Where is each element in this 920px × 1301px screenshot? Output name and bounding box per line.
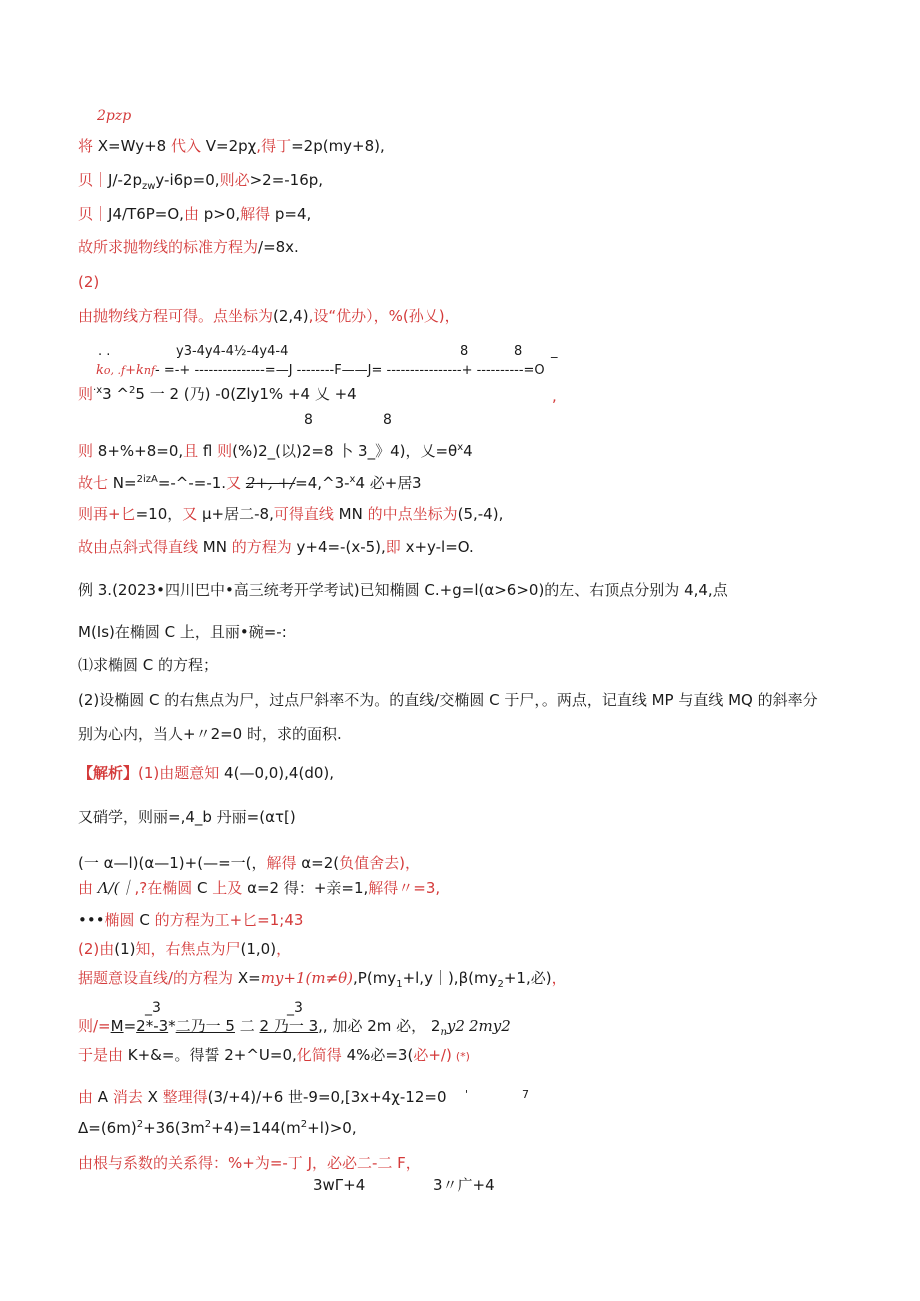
math-expression: 2+, +/ xyxy=(245,474,296,492)
math-expression: 8+%+8=0, xyxy=(97,442,184,460)
numerator: 8 xyxy=(514,344,523,359)
math-expression: 5 一 2 (乃) -0(Zly1% +4 乂 +4 xyxy=(135,385,357,403)
subscript: nf xyxy=(143,364,156,377)
math-expression: +4)=144(m xyxy=(211,1119,301,1137)
math-expression: 4 必+居 xyxy=(355,474,413,492)
math-expression: my+1(m≠θ) xyxy=(260,969,354,987)
math-expression: M xyxy=(110,1017,124,1035)
fraction-bars: - =-+ ---------------=—J --------F——J= ----------------+ ----------=O xyxy=(155,363,545,378)
text-segment: 则必 xyxy=(219,171,250,189)
math-expression: =4,^3- xyxy=(295,474,350,492)
math-expression: p=4, xyxy=(274,205,312,223)
text-segment: 则/= xyxy=(78,1017,111,1035)
text-segment: ,?在椭圆 xyxy=(134,879,198,897)
math-expression: J4∕T6P=O, xyxy=(108,205,184,223)
equation-tag: (*) xyxy=(455,1050,470,1063)
math-expression: ,P(my xyxy=(353,969,397,987)
math-expression: 4%必=3( xyxy=(346,1046,414,1064)
dots: . . xyxy=(98,344,111,359)
math-expression: =10， xyxy=(135,505,183,523)
math-expression: +l)>0, xyxy=(307,1119,357,1137)
solution-line xyxy=(78,968,567,988)
math-expression: =-^-=-1. xyxy=(157,474,227,492)
superscript: 2 xyxy=(300,1119,308,1130)
text-segment: 则 xyxy=(78,385,94,403)
math-expression: /=8x. xyxy=(258,238,299,256)
text-segment: 贝｜ xyxy=(78,205,109,223)
math-expression: = xyxy=(123,1017,137,1035)
numerator: y3-4y4-4½-4y4-4 xyxy=(176,344,289,359)
text-segment: 由 xyxy=(78,1088,98,1106)
solution-line xyxy=(78,763,334,783)
math-expression: p>0, xyxy=(203,205,241,223)
text-segment: 即 xyxy=(385,538,406,556)
question-part-1: ⑴求椭圆 C 的方程； xyxy=(78,656,219,674)
example-text: M(Is)在椭圆 C 上，且丽•碗=-: xyxy=(78,623,287,641)
numerator: _3 xyxy=(287,1000,303,1016)
math-expression: C xyxy=(197,879,213,897)
solution-line xyxy=(78,1087,447,1107)
superscript: ·x xyxy=(93,385,103,396)
math-expression: (2,4) xyxy=(273,307,309,325)
text-line xyxy=(78,441,473,461)
math-expression: 2*-3 xyxy=(136,1017,169,1035)
math-expression: C xyxy=(139,911,155,929)
math-expression: (%)2_(以)2=8 卜 3_》4)，乂=θ xyxy=(232,442,458,460)
text-segment: 化简得 xyxy=(296,1046,347,1064)
text-line: 2pzp xyxy=(97,108,132,124)
text-segment: 消去 xyxy=(112,1088,148,1106)
denominator: 8 xyxy=(383,412,392,428)
subscript: 1 xyxy=(396,979,403,990)
text-segment: 又 xyxy=(182,505,203,523)
text-segment: 解得 xyxy=(266,854,302,872)
text-segment: 由 xyxy=(183,205,204,223)
math-expression: 3 ^ xyxy=(102,385,130,403)
math-expression: +l,y｜),β(my xyxy=(402,969,498,987)
text-segment: 将 xyxy=(78,137,98,155)
math-expression: N= xyxy=(112,474,137,492)
solution-line xyxy=(78,878,440,898)
math-expression: * xyxy=(168,1017,176,1035)
solution-line xyxy=(78,1016,511,1036)
math-expression: 2+^U=0, xyxy=(224,1046,297,1064)
text-segment: 负值舍去)， xyxy=(339,854,421,872)
math-expression: Λ∕(｜ xyxy=(97,879,135,897)
subscript: 2 xyxy=(497,979,504,990)
math-expression: 4(—0,0),4(d0), xyxy=(224,764,334,782)
math-expression: fl xyxy=(202,442,218,460)
text-segment: 故七 xyxy=(78,474,113,492)
math-expression: 4 xyxy=(463,442,473,460)
solution-line xyxy=(78,1045,470,1067)
math-expression: , 加必 2m 必， xyxy=(322,1017,427,1035)
text-segment: 于是由 xyxy=(78,1046,128,1064)
text-segment: 由 xyxy=(78,879,98,897)
punctuation: , xyxy=(552,387,557,405)
math-expression: (3/+4)/+6 世-9=0,[3x+4χ-12=0 xyxy=(207,1088,447,1106)
solution-line xyxy=(78,939,291,959)
text-segment: 则 xyxy=(217,442,233,460)
math-expression: >2=-16p, xyxy=(249,171,324,189)
text-segment: 解得〃=3, xyxy=(368,879,441,897)
denominator: 8 xyxy=(304,412,313,428)
text-line xyxy=(78,170,323,190)
superscript: 2 xyxy=(129,385,136,396)
math-expression: 二乃一 5 xyxy=(175,1017,235,1035)
math-expression: α=2 xyxy=(247,879,284,897)
stray-mark: 7 xyxy=(522,1088,529,1101)
bullet-dots: ••• xyxy=(78,911,105,929)
solution-line: 由根与系数的关系得：%+为=-丁 J，必必二-二 F， xyxy=(78,1154,421,1172)
math-expression: 得：+亲=1, xyxy=(283,879,369,897)
text-segment: 且 xyxy=(183,442,203,460)
text-segment: (1)由题意知 xyxy=(138,764,225,782)
math-expression: V=2pχ xyxy=(205,137,257,155)
math-expression: K+&= xyxy=(127,1046,175,1064)
text-segment: 的方程为 xyxy=(231,538,297,556)
math-expression: X xyxy=(147,1088,163,1106)
math-expression: J∕-2p xyxy=(108,171,142,189)
text-segment: 贝｜ xyxy=(78,171,109,189)
text-segment: ,设“优办），%(孙乂)， xyxy=(308,307,460,325)
text-line xyxy=(78,473,412,493)
math-expression: 2my2 xyxy=(468,1017,511,1035)
question-part-2-cont: 别为心内，当人+〃2=0 时，求的面积. xyxy=(78,725,342,743)
text-segment: 据题意设直线/的方程为 xyxy=(78,969,238,987)
superscript: 2 xyxy=(204,1119,212,1130)
stray-mark: ' xyxy=(465,1088,469,1101)
math-expression: (一 α—l)(α—1)+(—=一(， xyxy=(78,854,267,872)
math-expression: A xyxy=(97,1088,113,1106)
text-segment: 故所求抛物线的标准方程为 xyxy=(78,238,259,256)
math-expression: (5,-4), xyxy=(457,505,504,523)
math-expression: , xyxy=(318,1017,323,1035)
math-expression: (1,0) xyxy=(240,940,277,958)
text-line xyxy=(78,136,385,156)
text-line xyxy=(78,204,311,224)
text-segment: 故由点斜式得直线 xyxy=(78,538,203,556)
math-expression: +1,必) xyxy=(503,969,552,987)
numerator: 8 xyxy=(460,344,469,359)
math-expression: y+4=-(x-5), xyxy=(296,538,386,556)
math-expression: α=2( xyxy=(301,854,340,872)
text-segment: 则 xyxy=(78,442,98,460)
math-expression: X=Wy+8 xyxy=(97,137,171,155)
math-expression: MN xyxy=(202,538,232,556)
math-expression: 2 乃一 3 xyxy=(259,1017,319,1035)
subscript: n xyxy=(440,1027,447,1038)
subscript: zw xyxy=(141,181,156,192)
math-expression: Δ=(6m) xyxy=(78,1119,137,1137)
text-segment: 。得誓 xyxy=(174,1046,225,1064)
text-segment: 椭圆 xyxy=(104,911,140,929)
math-expression: (1) xyxy=(114,940,136,958)
text-line xyxy=(78,504,503,524)
superscript: 2 xyxy=(136,1119,144,1130)
punctuation: ， xyxy=(551,969,567,987)
solution-label: 【解析】 xyxy=(78,764,139,782)
denominator: 3wΓ+4 xyxy=(313,1176,366,1194)
math-expression: =2p(my+8), xyxy=(291,137,385,155)
subscript: o, .f xyxy=(103,364,126,377)
solution-line: 又硝学，则丽=,4_b 丹丽=(ατ[) xyxy=(78,808,296,826)
text-segment: ， xyxy=(276,940,292,958)
text-line xyxy=(78,384,357,404)
fraction-bar-row xyxy=(96,361,545,381)
text-segment: 解得 xyxy=(240,205,275,223)
math-expression: 二 xyxy=(234,1017,260,1035)
numerator: _ xyxy=(551,344,558,359)
math-symbol: +k xyxy=(125,363,144,378)
text-segment: 则再+匕 xyxy=(78,505,136,523)
text-segment: 整理得 xyxy=(162,1088,208,1106)
text-segment: ,得丁 xyxy=(256,137,292,155)
math-expression: X= xyxy=(237,969,261,987)
numerator: _3 xyxy=(145,1000,161,1016)
text-segment: (2)由 xyxy=(78,940,115,958)
math-expression: y2 xyxy=(446,1017,465,1035)
text-segment: 的中点坐标为 xyxy=(367,505,458,523)
text-segment: 的方程为工+匕=1;43 xyxy=(154,911,304,929)
superscript: x xyxy=(457,442,464,453)
math-expression: +36(3m xyxy=(143,1119,205,1137)
math-expression: x+y-l=O. xyxy=(405,538,474,556)
text-line xyxy=(78,237,299,257)
denominator: 3〃广+4 xyxy=(433,1176,495,1194)
solution-line xyxy=(78,910,303,930)
section-label: (2) xyxy=(78,273,100,291)
text-segment: 上及 xyxy=(212,879,248,897)
text-line xyxy=(78,537,474,557)
solution-line xyxy=(78,853,420,873)
text-segment: 又 xyxy=(226,474,246,492)
example-heading: 例 3.(2023•四川巴中•高三统考开学考试)已知椭圆 C.+g=l(α>6>0)的左、右顶点分别为 4,4,点 xyxy=(78,581,728,599)
math-symbol: k xyxy=(96,363,104,378)
math-expression: y-i6p=0, xyxy=(155,171,220,189)
math-expression: 2 xyxy=(426,1017,441,1035)
question-part-2: (2)设椭圆 C 的右焦点为尸，过点尸斜率不为。的直线/交椭圆 C 于尸，。两点，记直线 MP 与直线 MQ 的斜率分 xyxy=(78,691,818,709)
text-segment: 由抛物线方程可得。点坐标为 xyxy=(78,307,274,325)
text-segment: 代入 xyxy=(170,137,206,155)
superscript: x xyxy=(349,474,356,485)
superscript: 2izA xyxy=(136,474,158,485)
math-expression: 必+/) xyxy=(413,1046,452,1064)
text-line xyxy=(78,306,460,326)
solution-line xyxy=(78,1118,357,1138)
denominator: 3 xyxy=(412,474,422,492)
text-segment: 可得直线 xyxy=(273,505,339,523)
math-expression: μ+居二-8, xyxy=(202,505,274,523)
text-segment: 知，右焦点为尸 xyxy=(135,940,241,958)
math-expression: MN xyxy=(338,505,368,523)
